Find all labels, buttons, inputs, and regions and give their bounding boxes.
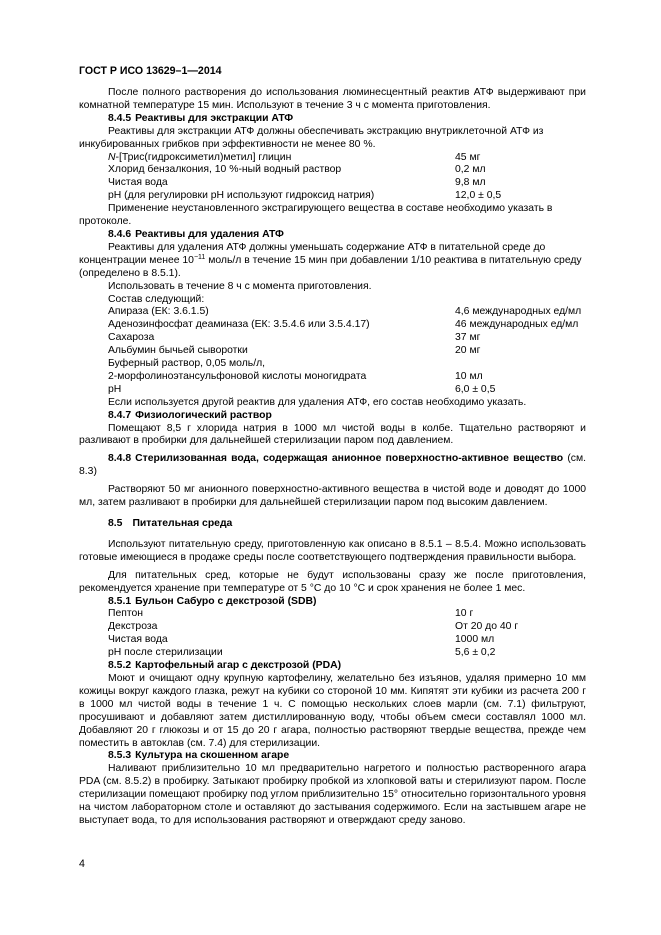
section-text: Реактивы для экстракции АТФ должны обеспечивать экстракцию внутриклеточной АТФ из инкубированных грибков при эффективности не менее 80 %.: [79, 125, 544, 150]
reagent-amount: 6,0 ± 0,5: [455, 383, 496, 395]
ingredient-amount: 1000 мл: [455, 634, 495, 646]
reagent-amount: 12,0 ± 0,5: [455, 190, 502, 202]
section-heading-8-5-1: [79, 596, 586, 609]
reagent-name: 2-морфолиноэтансульфоновой кислоты моногидрата: [108, 370, 367, 382]
reagent-amount: 20 мг: [455, 345, 481, 357]
ingredient-row: [79, 647, 586, 660]
reagent-name: pH: [108, 383, 122, 395]
reagent-name: N-[Трис(гидроксиметил)метил] глицин: [108, 151, 292, 163]
section-heading-8-5-3: [79, 750, 586, 763]
exponent: −11: [193, 253, 206, 261]
reagent-amount: 37 мг: [455, 332, 481, 344]
reagent-list-8-4-6: [79, 306, 586, 396]
reagent-row: [79, 152, 586, 165]
reagent-row: [79, 164, 586, 177]
section-text: Для питательных сред, которые не будут использованы сразу же после приготовления, рекомендуется хранение при температуре от 5 °С до 10 °С и срок хранения не более 1 мес.: [79, 569, 586, 594]
reagent-amount: 45 мг: [455, 151, 481, 163]
ingredient-amount: От 20 до 40 г: [455, 621, 519, 633]
section-text: Используют питательную среду, приготовленную как описано в 8.5.1 – 8.5.4. Можно использовать готовые имеющиеся в продаже среды после соответствующего подтверждения правильности выбора.: [79, 538, 586, 563]
ingredient-name: pH после стерилизации: [108, 647, 223, 659]
ingredient-row: [79, 608, 586, 621]
reagent-row: [79, 384, 586, 397]
reagent-row: [79, 332, 586, 345]
section-heading-8-4-6: [79, 229, 586, 242]
reagent-row: [79, 371, 586, 384]
section-title: Картофельный агар с декстрозой (PDA): [135, 660, 342, 672]
reagent-row: [79, 358, 586, 371]
ingredient-name: Декстроза: [108, 621, 158, 633]
section-title: Культура на скошенном агаре: [135, 750, 290, 762]
reagent-row: [79, 190, 586, 203]
section-heading-8-5: [79, 518, 586, 531]
reagent-row: [79, 177, 586, 190]
reagent-name: Хлорид бензалкония, 10 %-ный водный раствор: [108, 164, 342, 176]
reagent-amount: 46 международных ед/мл: [455, 319, 579, 331]
reagent-row: [79, 319, 586, 332]
section-title-ref: (см. 8.3): [79, 453, 586, 478]
medium-composition-list: [79, 608, 586, 660]
section-heading-8-5-2: [79, 660, 586, 673]
reagent-name: Буферный раствор, 0,05 моль/л,: [108, 358, 266, 370]
section-title: Физиологический раствор: [135, 409, 272, 421]
section-number: 8.5.3: [108, 750, 132, 762]
section-heading-8-4-5: [79, 113, 586, 126]
section-number: 8.4.7: [108, 409, 132, 421]
composition-label: Состав следующий:: [108, 293, 205, 305]
section-text: Наливают приблизительно 10 мл предварительно нагретого и полностью растворенного агара PDA (см. 8.5.2) в пробирку. Затыкают пробирку пробкой из хлопковой ваты и стерилизуют паром. После стерилизации помещают пробирку под углом приблизительно 15° относительно горизонтального уровня на чистом лабораторном столе и оставляют до застывания содержимого. Если на застывшем агаре не выступает вода, то для использования растворяют и отверждают среду заново.: [79, 763, 586, 826]
ingredient-row: [79, 621, 586, 634]
reagent-name: Альбумин бычьей сыворотки: [108, 345, 248, 357]
ingredient-name: Чистая вода: [108, 634, 168, 646]
reagent-amount: 10 мл: [455, 370, 483, 382]
section-title: Стерилизованная вода, содержащая анионное поверхностно-активное вещество: [135, 453, 564, 465]
section-text: Реактивы для удаления АТФ должны уменьшать содержание АТФ в питательной среде до концентрации менее $10^{-11}$ моль/л в течение 15 мин при добавлении 1/10 реактива в питательную среду (определено в 8.5.1).: [79, 241, 582, 279]
section-number: 8.4.5: [108, 112, 132, 124]
reagent-name: Чистая вода: [108, 177, 168, 189]
intro-paragraph: После полного растворения до использования люминесцентный реактив АТФ выдерживают при комнатной температуре 15 мин. Используют в течение 3 ч с момента приготовления.: [79, 87, 586, 111]
reagent-name: pH (для регулировки pH используют гидроксид натрия): [108, 190, 375, 202]
section-number: 8.4.6: [108, 228, 132, 240]
reagent-amount: 0,2 мл: [455, 164, 486, 176]
standard-header: ГОСТ Р ИСО 13629–1—2014: [79, 65, 222, 77]
section-text: Моют и очищают одну крупную картофелину, желательно без изъянов, удаляя примерно 10 мм кожицы вокруг каждого глазка, режут на кубики со стороной 10 мм. Кипятят эти кубики из расчета 200 г в 1000 мл чистой воды в течение 1 ч. С помощью нескольких слоев марли (см. 7.1) фильтруют, просушивают и добавляют затем дистиллированную воду, чтобы объем смеси составлял 1000 мл. Добавляют 20 г глюкозы и от 15 до 20 г агара, полностью растворяют твердые вещества, прежде чем поместить в автоклав (см. 7.4) для стерилизации.: [79, 672, 586, 749]
section-title: Реактивы для экстракции АТФ: [135, 112, 294, 124]
reagent-list-8-4-5: [79, 152, 586, 204]
reagent-row: [79, 306, 586, 319]
section-number: 8.5.2: [108, 660, 132, 672]
section-title: Питательная среда: [132, 518, 233, 529]
reagent-name: Сахароза: [108, 332, 155, 344]
reagent-row: [79, 345, 586, 358]
section-heading-8-4-8: [79, 453, 586, 479]
usage-note: Использовать в течение 8 ч с момента приготовления.: [108, 280, 372, 292]
section-number: 8.4.8: [108, 453, 132, 465]
page-content: [79, 87, 586, 828]
section-text: Растворяют 50 мг анионного поверхностно-активного вещества в чистой воде и доводят до 1000 мл, затем разливают в пробирки для дальнейшей стерилизации паром под высоким давлением.: [79, 484, 586, 509]
reagent-name: Аденозинфосфат деаминаза (ЕК: 3.5.4.6 или 3.5.4.17): [108, 319, 370, 331]
ingredient-name: Пептон: [108, 608, 144, 620]
section-heading-8-4-7: [79, 410, 586, 423]
reagent-name: Апираза (ЕК: 3.6.1.5): [108, 306, 209, 318]
section-title: Реактивы для удаления АТФ: [135, 228, 284, 240]
section-note: Если используется другой реактив для удаления АТФ, его состав необходимо указать.: [108, 396, 527, 408]
ingredient-amount: 10 г: [455, 608, 474, 620]
section-number: 8.5.1: [108, 595, 132, 607]
reagent-amount: 9,8 мл: [455, 177, 486, 189]
section-number: 8.5: [108, 518, 123, 529]
ingredient-amount: 5,6 ± 0,2: [455, 647, 496, 659]
section-note: Применение неустановленного экстрагирующего вещества в составе необходимо указать в протоколе.: [79, 203, 553, 228]
ingredient-row: [79, 634, 586, 647]
page-number: 4: [79, 858, 85, 870]
section-text: Помещают 8,5 г хлорида натрия в 1000 мл чистой воды в колбе. Тщательно растворяют и разливают в пробирки для дальнейшей стерилизации паром под давлением.: [79, 422, 586, 447]
reagent-amount: [455, 358, 586, 371]
reagent-amount: 4,6 международных ед/мл: [455, 306, 582, 318]
section-title: Бульон Сабуро с декстрозой (SDB): [135, 595, 317, 607]
